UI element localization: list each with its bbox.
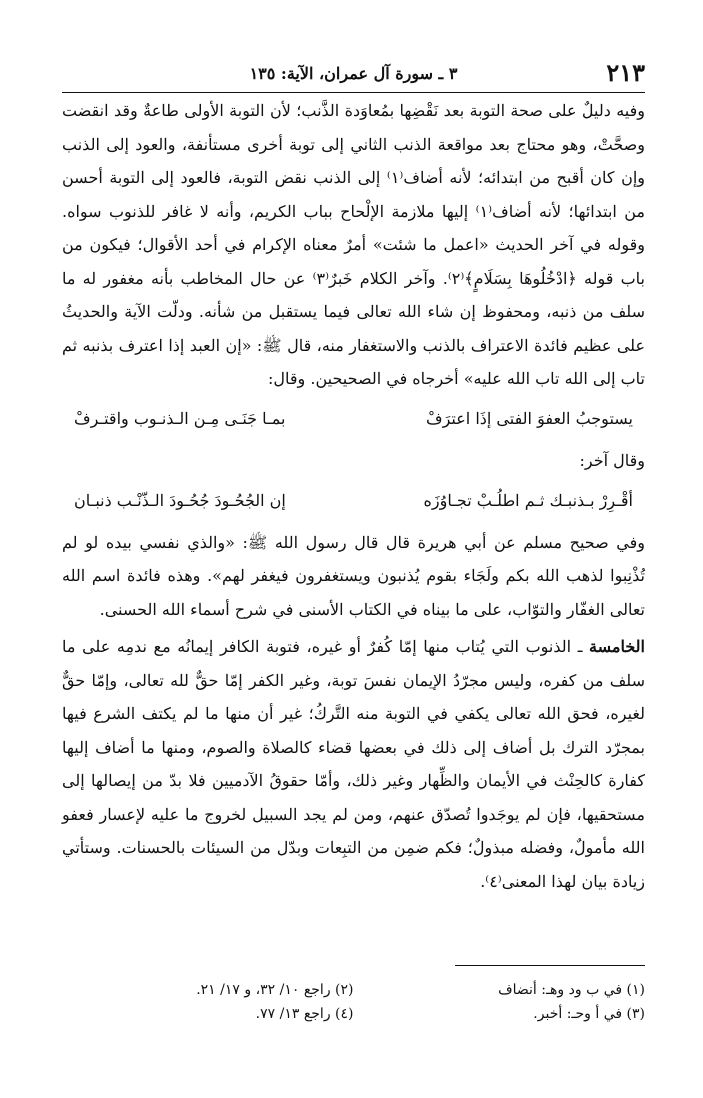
- footnote-3: (٣) في أ وحـ: أخبر.: [533, 1006, 645, 1022]
- page-header: [62, 58, 645, 93]
- paragraph-1: وفيه دليلٌ على صحة التوبة بعد نَقْضِها بمُعاوَدة الذَّنب؛ لأن التوبة الأولى طاعةٌ وقد انقضت وصحَّتْ، وهو محتاج بعد مواقعة الذنب الثاني إلى توبة أخرى مستأنفة، والعود إلى الذنب وإن كان أقبح من ابتدائه؛ لأنه أضاف⁽١⁾ إلى الذنب نقض التوبة، فالعود إلى التوبة أحسن من ابتدائها؛ لأنه أضاف⁽١⁾ إليها ملازمة الإلْحاح بباب الكريم، وأنه لا غافر للذنوب سواه. وقوله في آخر الحديث «اعمل ما شئت» أمرٌ معناه الإكرام في أحد الأقوال؛ فيكون من باب قوله ﴿ادْخُلُوهَا بِسَلَامٍ﴾⁽٢⁾. وآخر الكلام خَبرٌ⁽٣⁾ عن حال المخاطب بأنه مغفور له ما سلف من ذنبه، ومحفوظ إن شاء الله تعالى فيما يستقبل من شأنه. ودلّت الآية والحديثُ على عظيم فائدة الاعتراف بالذنب والاستغفار منه، قال ﷺ: «إن العبد إذا اعترف بذنبه ثم تاب إلى الله تاب الله عليه» أخرجاه في الصحيحين. وقال:: [62, 101, 646, 388]
- paragraph-3: [62, 630, 645, 898]
- paragraph-2: وفي صحيح مسلم عن أبي هريرة قال قال رسول الله ﷺ: «والذي نفسي بيده لو لم تُذْنِبوا لذهب الله بكم ولَجَاء بقوم يُذنبون ويستغفرون فيغفر لهم». وهذه فائدة اسم الله تعالى الغفّار والتوّاب، على ما بيناه في الكتاب الأسنى في شرح أسماء الله الحسنى.: [62, 532, 645, 619]
- footnote-1: (١) في ب ود وهـ: أنضاف: [498, 982, 645, 998]
- poetry-verse-1: [62, 398, 645, 440]
- verse-1-first-hemistich: يستوجبُ العفوَ الفتى إذَا اعترَفْ: [426, 408, 633, 428]
- section-heading-fifth: الخامسة: [589, 637, 645, 656]
- footnote-divider: [455, 965, 645, 966]
- running-title: ٣ ـ سورة آل عمران، الآية: ١٣٥: [249, 64, 458, 83]
- poetry-verse-2: [62, 480, 645, 522]
- poetry-intro-label: وقال آخر:: [579, 450, 645, 470]
- paragraph-3-text: ـ الذنوب التي يُتاب منها إمّا كُفرٌ أو غيره، فتوبة الكافر إيمانُه مع ندمِه على ما سلف من كفره، وليس مجرّدُ الإيمان نفسَ توبة، وغير الكفر إمّا حقٌّ لله تعالى، وإمّا حقٌّ لغيره، فحق الله تعالى يكفي في التوبة منه التَّركُ؛ غير أن منها ما لم يكتف الشرع فيها بمجرّد الترك بل أضاف إلى ذلك في بعضها قضاء كالصلاة والصوم، ومنها ما أضاف إليها كفارة كالحِنْث في الأيمان والظِّهار وغير ذلك، وأمّا حقوقُ الآدميين فلا بدّ من إيصالها إلى مستحقيها، فإن لم يوجَدوا تُصدّق عنهم، ومن لم يجد السبيل لخروج ما عليه لإعسار فعفو الله مأمولٌ، وفضله مبذولٌ؛ فكم ضمِن من التبِعات وبدّل من السيئات بالحسنات. وستأتي زيادة بيان لهذا المعنى⁽٤⁾.: [62, 637, 645, 891]
- footnote-2: (٢) راجع ١٠/ ٣٢، و ١٧/ ٢١.: [196, 982, 354, 998]
- verse-1-second-hemistich: بمـا جَنَـى مِـن الـذنـوب واقتـرفْ: [74, 408, 286, 428]
- page-number: ٢١٣: [606, 58, 645, 87]
- main-text: [62, 94, 645, 898]
- verse-2-first-hemistich: أقْـرِرْ بـذنبـك ثـم اطلُـبْ تجـاوُزَه: [423, 490, 633, 510]
- verse-2-second-hemistich: إن الجُحُـودَ جُحُـودَ الـذّنْـب ذنبـان: [74, 490, 286, 510]
- footnote-4: (٤) راجع ١٣/ ٧٧.: [255, 1006, 354, 1022]
- footnotes: [62, 978, 645, 1026]
